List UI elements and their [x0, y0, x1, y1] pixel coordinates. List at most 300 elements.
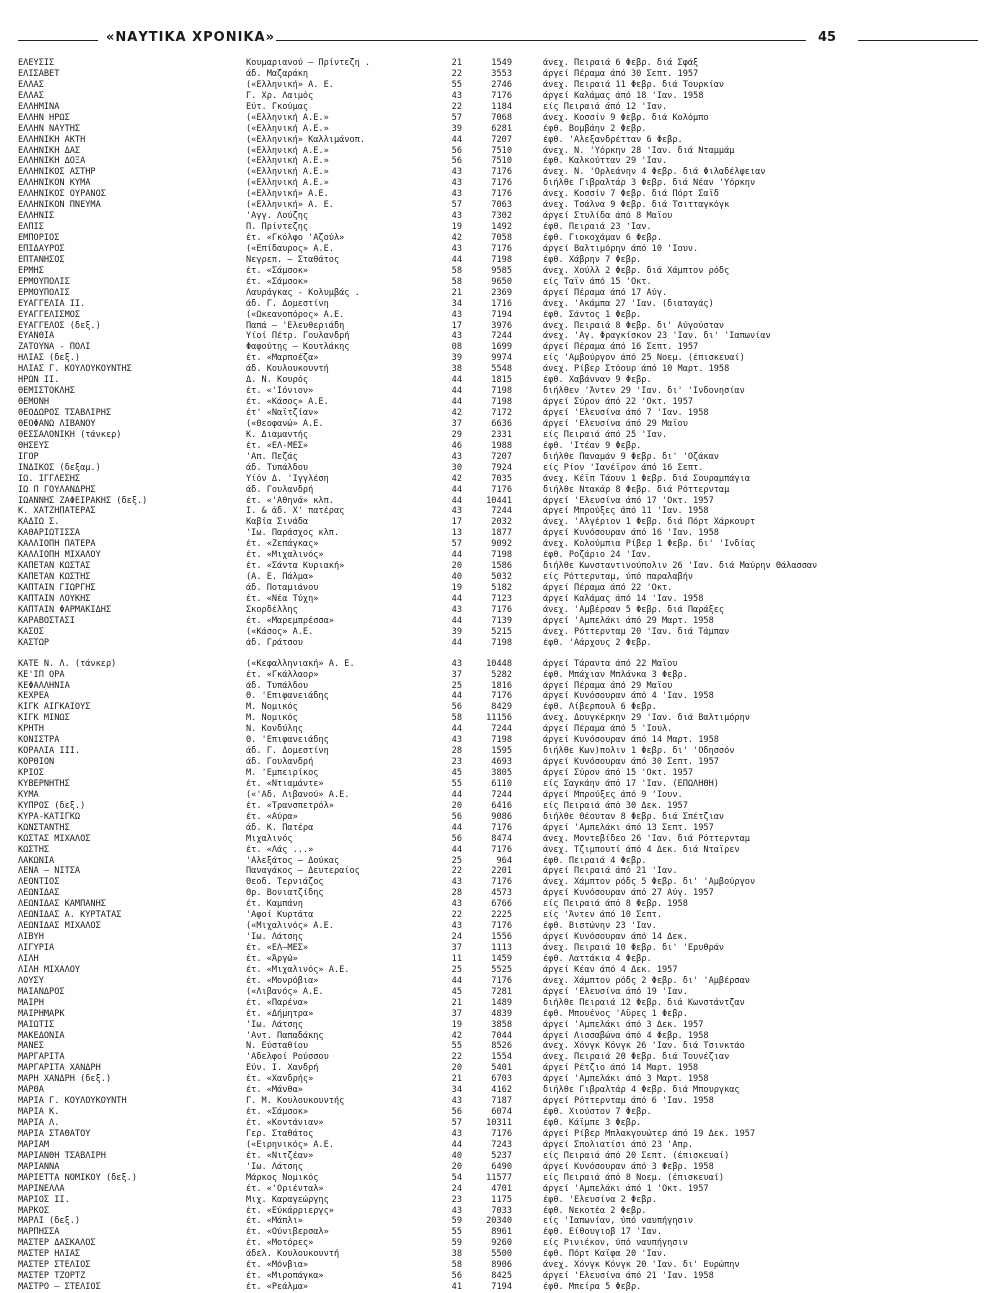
tonnage: 7172 — [491, 408, 512, 418]
ship-name: Κ. ΧΑΤΖΗΠΑΤΕΡΑΣ — [18, 506, 96, 517]
ship-name: ΜΑΡΙΟΣ ΙΙ. — [18, 1194, 70, 1205]
ship-name: ΚΑΡΑΒΟΣΤΑΣΙ — [18, 615, 75, 626]
ship-list-section-2 — [18, 659, 978, 1293]
ship-owner: έτ. «Σάμσοκ» — [246, 265, 309, 276]
ship-row — [18, 102, 978, 113]
ship-owner: Γ. Μ. Κουλουκουντής — [246, 1096, 345, 1107]
ship-owner: 'Αδελφοί Ρούσσου — [246, 1052, 329, 1063]
tonnage: 964 — [496, 855, 512, 866]
ship-owner: Θρ. Βονιατζίδης — [246, 888, 324, 899]
ship-row — [18, 69, 978, 80]
tonnage: 5401 — [491, 1063, 512, 1074]
build-year: 56 — [451, 1271, 462, 1282]
ship-name: ΛΕΩΝΙΔΑΣ ΜΙΧΑΛΟΣ — [18, 921, 101, 932]
tonnage: 10448 — [486, 658, 512, 669]
build-year: 57 — [451, 200, 462, 211]
ship-row — [18, 1140, 978, 1151]
tonnage: 11577 — [486, 1172, 512, 1183]
build-year: 44 — [451, 1139, 462, 1150]
ship-owner: Δ. Ν. Κουρός — [246, 375, 309, 386]
ship-row — [18, 364, 978, 375]
ship-name: ΜΑΡΙΕΤΤΑ ΝΟΜΙΚΟΥ (δεξ.) — [18, 1172, 137, 1183]
ship-name: ΜΑΡΙΑΝΝΑ — [18, 1161, 60, 1172]
ship-row — [18, 976, 978, 987]
ship-name: ΘΕΜΟΝΗ — [18, 397, 50, 408]
ship-row — [18, 375, 978, 386]
ship-name: ΚΑΤΕ Ν. Λ. (τάνκερ) — [18, 658, 117, 669]
tonnage: 2225 — [491, 910, 512, 921]
ship-name: ΛΙΛΗ ΜΙΧΑΛΟΥ — [18, 964, 81, 975]
ship-status: έφθ. 'Αλεξανδρέτταν 6 Φεβρ. — [543, 134, 683, 145]
build-year: 43 — [451, 735, 462, 746]
ship-owner: άδ. Γράτσου — [246, 637, 303, 648]
ship-owner: Θ. 'Επιφανειάδης — [246, 735, 329, 746]
build-year: 45 — [451, 768, 462, 778]
ship-row — [18, 517, 978, 528]
build-year: 42 — [451, 233, 462, 243]
ship-name: ΘΗΣΕΥΣ — [18, 440, 50, 451]
ship-status: διήλθε Ντακάρ 8 Φεβρ. διά Ρόττερνταμ — [543, 484, 730, 495]
build-year: 42 — [451, 1030, 462, 1041]
header-rule-left — [18, 40, 98, 41]
build-year: 44 — [451, 550, 462, 561]
ship-name: ΜΑΡΘΑ — [18, 1085, 44, 1096]
ship-row — [18, 211, 978, 222]
ship-owner: («Λιβανός» Α.Ε. — [246, 986, 324, 997]
build-year: 34 — [451, 1085, 462, 1096]
tonnage: 1815 — [491, 375, 512, 386]
build-year: 56 — [451, 833, 462, 844]
ship-name: ΛΟΥΣΥ — [18, 975, 44, 986]
ship-owner: έτ. «Νιτζέαν» — [246, 1150, 314, 1161]
build-year: 11 — [451, 953, 462, 964]
tonnage: 5282 — [491, 669, 512, 680]
ship-owner: έτ. «Χανδρής» — [246, 1074, 314, 1085]
ship-row — [18, 222, 978, 233]
ship-row — [18, 1184, 978, 1195]
ship-row — [18, 1195, 978, 1206]
tonnage: 7244 — [491, 789, 512, 800]
ship-name: ΚΑΣΟΣ — [18, 626, 44, 637]
tonnage: 7035 — [491, 473, 512, 484]
ship-status: άργεί Κυνόσουραν άπό 3 Φεβρ. 1958 — [543, 1161, 714, 1172]
ship-status: διήλθε Γιβραλτάρ 4 Φεβρ. διά Μπουργκας — [543, 1085, 740, 1096]
tonnage: 4839 — [491, 1008, 512, 1019]
ship-row — [18, 1227, 978, 1238]
tonnage: 7244 — [491, 331, 512, 342]
ship-status: άνεχ. Ρίβερ Στόουρ άπό 10 Μαρτ. 1958 — [543, 364, 730, 375]
build-year: 21 — [451, 287, 462, 298]
build-year: 28 — [451, 888, 462, 899]
ship-row — [18, 408, 978, 419]
ship-row — [18, 812, 978, 823]
ship-status: είς Πειραιά άπό 8 Φεβρ. 1958 — [543, 899, 688, 910]
build-year: 37 — [451, 669, 462, 680]
ship-status: άνεχ. Πειραιά 8 Φεβρ. δι' Αύγούσταν — [543, 320, 725, 331]
ship-owner: έτ. «Σάμσοκ» — [246, 1107, 309, 1118]
tonnage: 8961 — [491, 1227, 512, 1238]
tonnage: 7194 — [491, 1282, 512, 1293]
ship-status: άργεί 'Αμπελάκι άπό 29 Μαρτ. 1958 — [543, 615, 714, 626]
ship-name: ΚΡΙΟΣ — [18, 768, 44, 778]
build-year: 58 — [451, 1260, 462, 1271]
ship-status: άνεχ. Χόνγκ Κόνγκ 20 'Ιαν. δι' Ευρώπην — [543, 1260, 740, 1271]
build-year: 56 — [451, 1107, 462, 1118]
ship-owner: άδ. Γουλανδρή — [246, 757, 314, 768]
ship-name: ΜΑΣΤΕΡ ΗΛΙΑΣ — [18, 1249, 81, 1260]
ship-status: διήλθεν 'Άντεν 29 'Ιαν. δι' 'Ινδονησίαν — [543, 386, 745, 397]
tonnage: 8474 — [491, 833, 512, 844]
ship-owner: έτ. «'Οριένταλ» — [246, 1183, 324, 1194]
ship-name: ΜΑΙΩΤΙΣ — [18, 1019, 55, 1030]
ship-status: άργεί 'Αμπελάκι άπό 1 'Οκτ. 1957 — [543, 1183, 709, 1194]
ship-row — [18, 1151, 978, 1162]
ship-owner: άδ. Ποταμιάνου — [246, 583, 319, 593]
tonnage: 7176 — [491, 844, 512, 855]
tonnage: 7194 — [491, 309, 512, 320]
tonnage: 1554 — [491, 1052, 512, 1063]
ship-name: ΘΕΜΙΣΤΟΚΛΗΣ — [18, 386, 75, 397]
build-year: 44 — [451, 254, 462, 265]
tonnage: 9092 — [491, 539, 512, 550]
tonnage: 1595 — [491, 746, 512, 757]
ship-row — [18, 1173, 978, 1184]
ship-name: ΚΥΠΡΟΣ (δεξ.) — [18, 800, 86, 811]
ship-status: άργεί Πέραμα άπό 5 'Ιουλ. — [543, 724, 673, 735]
ship-owner: έτ. «Ζεπάγκας» — [246, 539, 319, 550]
ship-row — [18, 124, 978, 135]
ship-owner: άδ. Γ. Δομεστίνη — [246, 746, 329, 757]
ship-name: ΚΑΠΤΑΙΝ ΛΟΥΚΗΣ — [18, 593, 91, 604]
ship-name: ΙΝΔΙΚΟΣ (δεξαμ.) — [18, 462, 101, 473]
ship-status: είς Ταΐν άπό 15 'Οκτ. — [543, 276, 652, 287]
ship-name: ΚΙΓΚ ΜΙΝΩΣ — [18, 713, 70, 724]
ship-owner: («Ελληνική Α.Ε.» — [246, 145, 329, 156]
ship-owner: Γερ. Σταθάτος — [246, 1128, 314, 1139]
tonnage: 1549 — [491, 58, 512, 68]
ship-row — [18, 702, 978, 713]
build-year: 43 — [451, 331, 462, 342]
ship-owner: έτ. «Λάς ...» — [246, 844, 314, 855]
tonnage: 7176 — [491, 484, 512, 495]
build-year: 22 — [451, 1052, 462, 1063]
ship-owner: έτ. «Μιροπάγκα» — [246, 1271, 324, 1282]
ship-row — [18, 899, 978, 910]
tonnage: 4573 — [491, 888, 512, 899]
build-year: 23 — [451, 757, 462, 768]
ship-row — [18, 1052, 978, 1063]
ship-name: ΕΥΑΓΓΕΛΙΑ ΙΙ. — [18, 298, 86, 309]
ship-status: άνεχ. 'Αγ. Φραγκίσκον 23 'Ιαν. δι' 'Ιαπωνίαν — [543, 331, 771, 342]
build-year: 46 — [451, 440, 462, 451]
ship-name: ΚΑΠΕΤΑΝ ΚΩΣΤΗΣ — [18, 572, 91, 583]
build-year: 43 — [451, 604, 462, 615]
ship-row — [18, 965, 978, 976]
tonnage: 5182 — [491, 583, 512, 593]
ship-row — [18, 724, 978, 735]
build-year: 44 — [451, 724, 462, 735]
ship-owner: 'Ιω. Παράσχος κλπ. — [246, 528, 340, 539]
ship-row — [18, 998, 978, 1009]
ship-name: ΜΑΡΙΑ Λ. — [18, 1118, 60, 1128]
ship-row — [18, 1031, 978, 1042]
ship-owner: έτ. «Μοτόρες» — [246, 1238, 314, 1249]
build-year: 43 — [451, 90, 462, 101]
build-year: 22 — [451, 866, 462, 877]
build-year: 57 — [451, 112, 462, 123]
ship-name: ΕΡΜΗΣ — [18, 265, 44, 276]
ship-status: άργεί Ρέτζιο άπό 14 Μαρτ. 1958 — [543, 1063, 699, 1074]
ship-status: έφθ. Χαβάνναν 9 Φεβρ. — [543, 375, 652, 386]
ship-name: ΜΑΣΤΕΡ ΣΤΕΛΙΟΣ — [18, 1260, 91, 1271]
ship-row — [18, 386, 978, 397]
ship-name: ΜΑΙΡΗΜΑΡΚ — [18, 1008, 65, 1019]
build-year: 54 — [451, 1172, 462, 1183]
ship-row — [18, 1074, 978, 1085]
ship-status: έφθ. Νεκοτέα 2 Φεβρ. — [543, 1205, 647, 1216]
ship-status: άργεί 'Ελευσίνα άπό 17 'Οκτ. 1957 — [543, 495, 714, 506]
tonnage: 7176 — [491, 975, 512, 986]
ship-name: ΜΑΡΙΑ Κ. — [18, 1107, 60, 1118]
build-year: 19 — [451, 583, 462, 593]
tonnage: 6490 — [491, 1161, 512, 1172]
ship-name: ΚΑΛΛΙΟΠΗ ΠΑΤΕΡΑ — [18, 539, 96, 550]
build-year: 44 — [451, 593, 462, 604]
tonnage: 4162 — [491, 1085, 512, 1096]
ship-row — [18, 1041, 978, 1052]
ship-status: διήλθε Παναμάν 9 Φεβρ. δι' 'Οζάκαν — [543, 451, 719, 462]
build-year: 55 — [451, 778, 462, 789]
ship-name: ΚΟΡΑΛΙΑ ΙΙΙ. — [18, 746, 81, 757]
tonnage: 7123 — [491, 593, 512, 604]
ship-row — [18, 888, 978, 899]
ship-status: άνεχ. Χούλλ 2 Φεβρ. διά Χάμπτον ρόδς — [543, 265, 730, 276]
ship-name: ΕΛΛΗΝΙΚΗ ΔΑΣ — [18, 145, 81, 156]
ship-row — [18, 288, 978, 299]
ship-owner: έτ. «Γκόλφο 'Αζούλ» — [246, 233, 345, 243]
tonnage: 1459 — [491, 953, 512, 964]
ship-owner: έτ. «ΕΛ-ΜΕΣ» — [246, 440, 309, 451]
build-year: 41 — [451, 1282, 462, 1293]
ship-owner: έτ. «Μιχαλινός» Α.Ε. — [246, 964, 350, 975]
ship-name: ΛΕΩΝΙΔΑΣ Α. ΚΥΡΤΑΤΑΣ — [18, 910, 122, 921]
build-year: 25 — [451, 855, 462, 866]
build-year: 55 — [451, 79, 462, 90]
ship-row — [18, 485, 978, 496]
tonnage: 7176 — [491, 691, 512, 702]
ship-status: διήλθε Θέουταν 8 Φεβρ. διά Σπέτζιαν — [543, 811, 725, 822]
tonnage: 7176 — [491, 90, 512, 101]
tonnage: 7187 — [491, 1096, 512, 1107]
ship-status: άνεχ. Ν. 'Ορλεάνην 4 Φεβρ. διά Φιλαδέλφειαν — [543, 167, 766, 178]
build-year: 21 — [451, 997, 462, 1008]
ship-row — [18, 167, 978, 178]
ship-owner: Μιχαλινός — [246, 833, 293, 844]
ship-owner: άδ. Μαζαράκη — [246, 68, 309, 79]
ship-row — [18, 659, 978, 670]
ship-row — [18, 877, 978, 888]
tonnage: 7176 — [491, 178, 512, 189]
tonnage: 8906 — [491, 1260, 512, 1271]
build-year: 17 — [451, 517, 462, 528]
ship-name: ΕΛΛΑΣ — [18, 90, 44, 101]
ship-name: ΚΑΘΑΡΙΩΤΙΣΣΑ — [18, 528, 81, 539]
build-year: 44 — [451, 822, 462, 833]
ship-status: άργεί Πέραμα άπό 16 Σεπτ. 1957 — [543, 342, 699, 353]
ship-row — [18, 943, 978, 954]
ship-owner: («Ειρηνικός» Α.Ε. — [246, 1139, 334, 1150]
ship-status: έφθ. Πειραιά 4 Φεβρ. — [543, 855, 647, 866]
tonnage: 7302 — [491, 211, 512, 222]
build-year: 25 — [451, 680, 462, 691]
tonnage: 8526 — [491, 1041, 512, 1052]
ship-name: ΛΙΓΥΡΙΑ — [18, 943, 55, 953]
ship-owner: Παπά — 'Ελευθεριάδη — [246, 320, 345, 331]
header-rule-right — [858, 40, 978, 41]
ship-status: άνεχ. Τσάλνα 9 Φεβρ. διά Τσιτταγκόγκ — [543, 200, 730, 211]
ship-listing — [18, 58, 978, 1293]
ship-name: ΙΩΑΝΝΗΣ ΖΑΦΕΙΡΑΚΗΣ (δεξ.) — [18, 495, 148, 506]
ship-name: ΕΛΛΗΝ ΝΑΥΤΗΣ — [18, 123, 81, 134]
build-year: 44 — [451, 691, 462, 702]
ship-owner: έτ. «Μαρεμπρέσσα» — [246, 615, 334, 626]
ship-owner: έτ. «Εύκάρριεργς» — [246, 1205, 334, 1216]
ship-status: άργεί Λισσαβώνα άπό 4 Φεβρ. 1958 — [543, 1030, 709, 1041]
ship-owner: άδελ. Κουλουκουντή — [246, 1249, 340, 1260]
ship-status: άργεί Μπρούξες άπό 9 'Ιουν. — [543, 789, 683, 800]
ship-status: άργεί Στυλίδα άπό 8 Μαΐου — [543, 211, 673, 222]
ship-owner: 'Αφοί Κυρτάτα — [246, 910, 314, 921]
ship-status: άργεί Πέραμα άπό 30 Σεπτ. 1957 — [543, 68, 699, 79]
page-header — [18, 30, 978, 50]
ship-name: ΜΑΝΕΣ — [18, 1041, 44, 1052]
build-year: 21 — [451, 58, 462, 68]
ship-status: είς Πειραιά άπό 12 'Ιαν. — [543, 101, 668, 112]
ship-owner: έτ. «Δήμητρα» — [246, 1008, 314, 1019]
ship-row — [18, 233, 978, 244]
ship-status: έφθ. Χάβρην 7 Φεβρ. — [543, 254, 642, 265]
ship-owner: έτ. «Μάνθα» — [246, 1085, 303, 1096]
ship-row — [18, 910, 978, 921]
ship-name: ΚΕΧΡΕΑ — [18, 691, 50, 702]
ship-row — [18, 572, 978, 583]
ship-row — [18, 146, 978, 157]
header-rule-middle — [276, 40, 806, 41]
ship-row — [18, 691, 978, 702]
tonnage: 7243 — [491, 1139, 512, 1150]
ship-status: άργεί Κυνόσουραν άπό 16 'Ιαν. 1958 — [543, 528, 719, 539]
ship-name: ΛΕΩΝΙΔΑΣ — [18, 888, 60, 899]
ship-status: άργεί Πέραμα άπό 22 'Οκτ. — [543, 583, 673, 593]
ship-owner: Υίόν Δ. 'Ιγγλέση — [246, 473, 329, 484]
build-year: 19 — [451, 1019, 462, 1030]
tonnage: 7510 — [491, 145, 512, 156]
ship-name: ΜΑΡΙΑ Γ. ΚΟΥΛΟΥΚΟΥΝΤΗ — [18, 1096, 127, 1107]
build-year: 43 — [451, 658, 462, 669]
ship-owner: έτ. «Αύρα» — [246, 811, 298, 822]
ship-name: ΚΥΜΑ — [18, 789, 39, 800]
build-year: 43 — [451, 309, 462, 320]
ship-owner: («Ελληνική» Α. Ε. — [246, 79, 334, 90]
tonnage: 1716 — [491, 298, 512, 309]
build-year: 40 — [451, 572, 462, 583]
ship-owner: Εύν. Ι. Χανδρή — [246, 1063, 319, 1074]
ship-status: άργεί Σπολιατίσι άπό 23 'Απρ. — [543, 1139, 694, 1150]
build-year: 56 — [451, 702, 462, 713]
ship-owner: 'Απ. Πεζάς — [246, 451, 298, 462]
build-year: 42 — [451, 473, 462, 484]
ship-name: ΚΕ'ΪΠ ΟΡΑ — [18, 669, 65, 680]
ship-status: άνεχ. Χόνγκ Κόνγκ 26 'Ιαν. διά Τσινκτάο — [543, 1041, 745, 1052]
ship-row — [18, 353, 978, 364]
ship-owner: Μ. 'Εμπειρίκος — [246, 768, 319, 778]
ship-name: ΚΡΗΤΗ — [18, 724, 44, 735]
ship-owner: άδ. Γ. Δομεστίνη — [246, 298, 329, 309]
ship-owner: έτ. Καμπάνη — [246, 899, 303, 910]
ship-status: έφθ. Καλκούτταν 29 'Ιαν. — [543, 156, 668, 167]
build-year: 43 — [451, 167, 462, 178]
ship-name: ΕΛΛΗΝΙΚΗ ΑΚΤΗ — [18, 134, 86, 145]
ship-owner: Ν. Κονδύλης — [246, 724, 303, 735]
ship-owner: («Θεοφανώ» Α.Ε. — [246, 418, 324, 429]
tonnage: 4701 — [491, 1183, 512, 1194]
ship-status: είς 'Άντεν άπό 10 Σεπτ. — [543, 910, 662, 921]
ship-owner: (Α. Ε. Πάλμα» — [246, 572, 314, 583]
ship-status: άνεχ. Πειραιά 10 Φεβρ. δι' 'Ερυθράν — [543, 943, 725, 953]
ship-row — [18, 746, 978, 757]
ship-owner: 'Αγγ. Λούζης — [246, 211, 309, 222]
build-year: 43 — [451, 921, 462, 932]
ship-status: έφθ. Χιούστον 7 Φεβρ. — [543, 1107, 652, 1118]
tonnage: 2201 — [491, 866, 512, 877]
ship-name: ΕΥΑΓΓΕΛΟΣ (δεξ.) — [18, 320, 101, 331]
ship-name: ΛΙΒΥΗ — [18, 932, 44, 943]
build-year: 56 — [451, 811, 462, 822]
tonnage: 7281 — [491, 986, 512, 997]
ship-status: άργεί Κέαν άπό 4 Δεκ. 1957 — [543, 964, 678, 975]
ship-name: ΘΕΟΦΑΝΩ ΛΙΒΑΝΟΥ — [18, 418, 96, 429]
ship-status: άργεί Ρόττερνταμ άπό 6 'Ιαν. 1958 — [543, 1096, 714, 1107]
ship-owner: έτ. «Άργώ» — [246, 953, 298, 964]
ship-row — [18, 156, 978, 167]
ship-name: ΚΙΓΚ ΑΙΓΚΑΙΟΥΣ — [18, 702, 91, 713]
tonnage: 7068 — [491, 112, 512, 123]
build-year: 43 — [451, 899, 462, 910]
ship-row — [18, 80, 978, 91]
ship-row — [18, 1085, 978, 1096]
tonnage: 7244 — [491, 724, 512, 735]
build-year: 21 — [451, 1074, 462, 1085]
ship-name: ΚΑΠΤΑΙΝ ΓΙΩΡΓΗΣ — [18, 583, 96, 593]
build-year: 13 — [451, 528, 462, 539]
build-year: 20 — [451, 1063, 462, 1074]
ship-row — [18, 1282, 978, 1293]
ship-owner: Σκορδέλλης — [246, 604, 298, 615]
ship-owner: («Επίδαυρος» Α.Ε. — [246, 243, 334, 254]
ship-row — [18, 638, 978, 649]
ship-row — [18, 419, 978, 430]
build-year: 59 — [451, 1216, 462, 1227]
ship-name: ΖΑΤΟΥΝΑ - ΠΟΛΙ — [18, 342, 91, 353]
tonnage: 1492 — [491, 222, 512, 233]
ship-name: ΕΛΛΗΝΙΚΗ ΔΟΞΑ — [18, 156, 86, 167]
build-year: 43 — [451, 1205, 462, 1216]
ship-row — [18, 474, 978, 485]
tonnage: 1556 — [491, 932, 512, 943]
ship-status: άργεί 'Αμπελάκι άπό 13 Σεπτ. 1957 — [543, 822, 714, 833]
tonnage: 7198 — [491, 735, 512, 746]
ship-name: ΚΟΝΙΣΤΡΑ — [18, 735, 60, 746]
